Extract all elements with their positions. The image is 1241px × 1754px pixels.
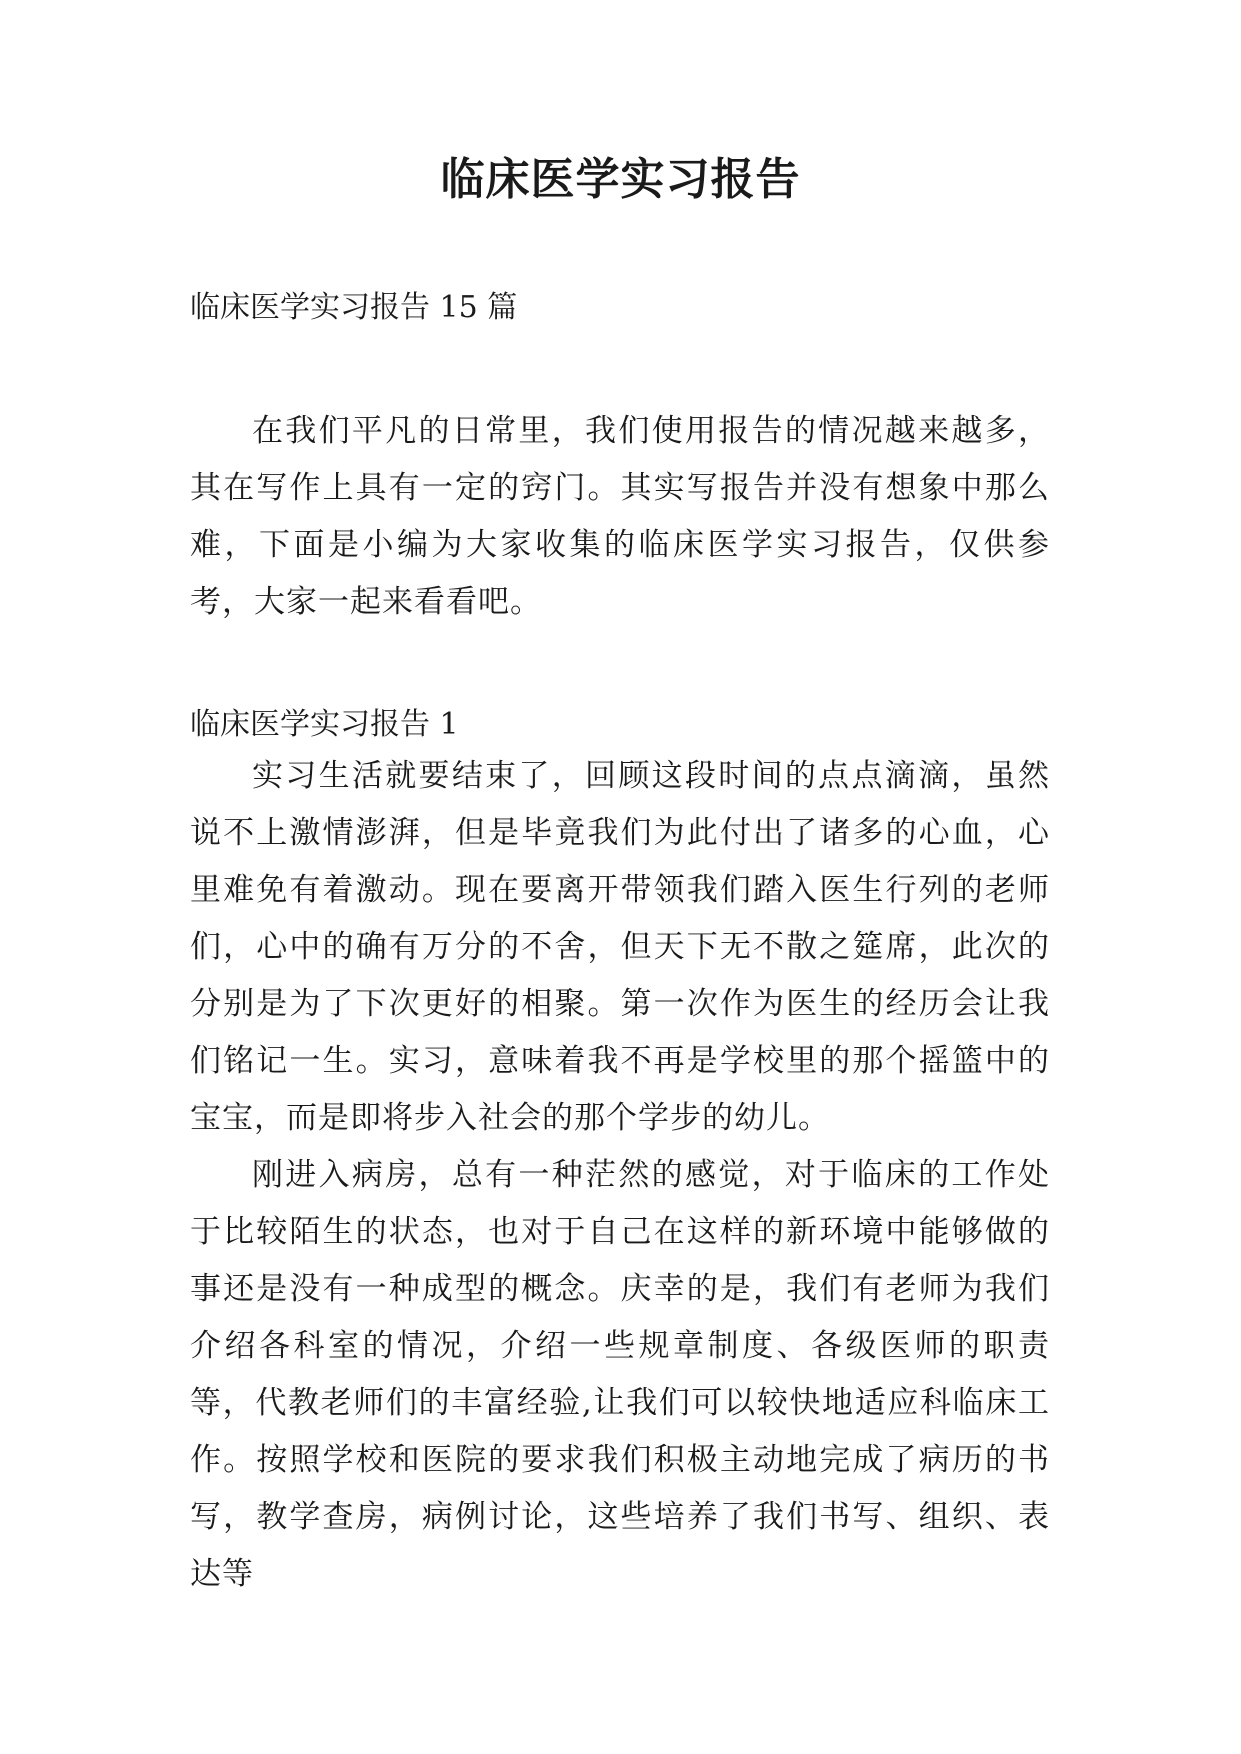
section-heading: 临床医学实习报告 1 [190,707,459,742]
body-paragraph: 实习生活就要结束了，回顾这段时间的点点滴滴，虽然说不上激情澎湃，但是毕竟我们为此付出了诸多的心血，心里难免有着激动。现在要离开带领我们踏入医生行列的老师们，心中的确有万分的不舍，但天下无不散之筵席，此次的分别是为了下次更好的相聚。第一次作为医生的经历会让我们铭记一生。实习，意味着我不再是学校里的那个摇篮中的宝宝，而是即将步入社会的那个学步的幼儿。 [190,758,1050,1136]
intro-section [190,403,1050,631]
document-title: 临床医学实习报告 [440,154,801,205]
section-body [190,748,1050,1603]
intro-paragraph: 在我们平凡的日常里，我们使用报告的情况越来越多，其在写作上具有一定的窍门。其实写报告并没有想象中那么难，下面是小编为大家收集的临床医学实习报告，仅供参考，大家一起来看看吧。 [190,413,1050,620]
body-paragraph: 刚进入病房，总有一种茫然的感觉，对于临床的工作处于比较陌生的状态，也对于自己在这样的新环境中能够做的事还是没有一种成型的概念。庆幸的是，我们有老师为我们介绍各科室的情况，介绍一些规章制度、各级医师的职责等，代教老师们的丰富经验,让我们可以较快地适应科临床工作。按照学校和医院的要求我们积极主动地完成了病历的书写，教学查房，病例讨论，这些培养了我们书写、组织、表达等 [190,1157,1050,1592]
document-subtitle: 临床医学实习报告 15 篇 [190,290,518,325]
